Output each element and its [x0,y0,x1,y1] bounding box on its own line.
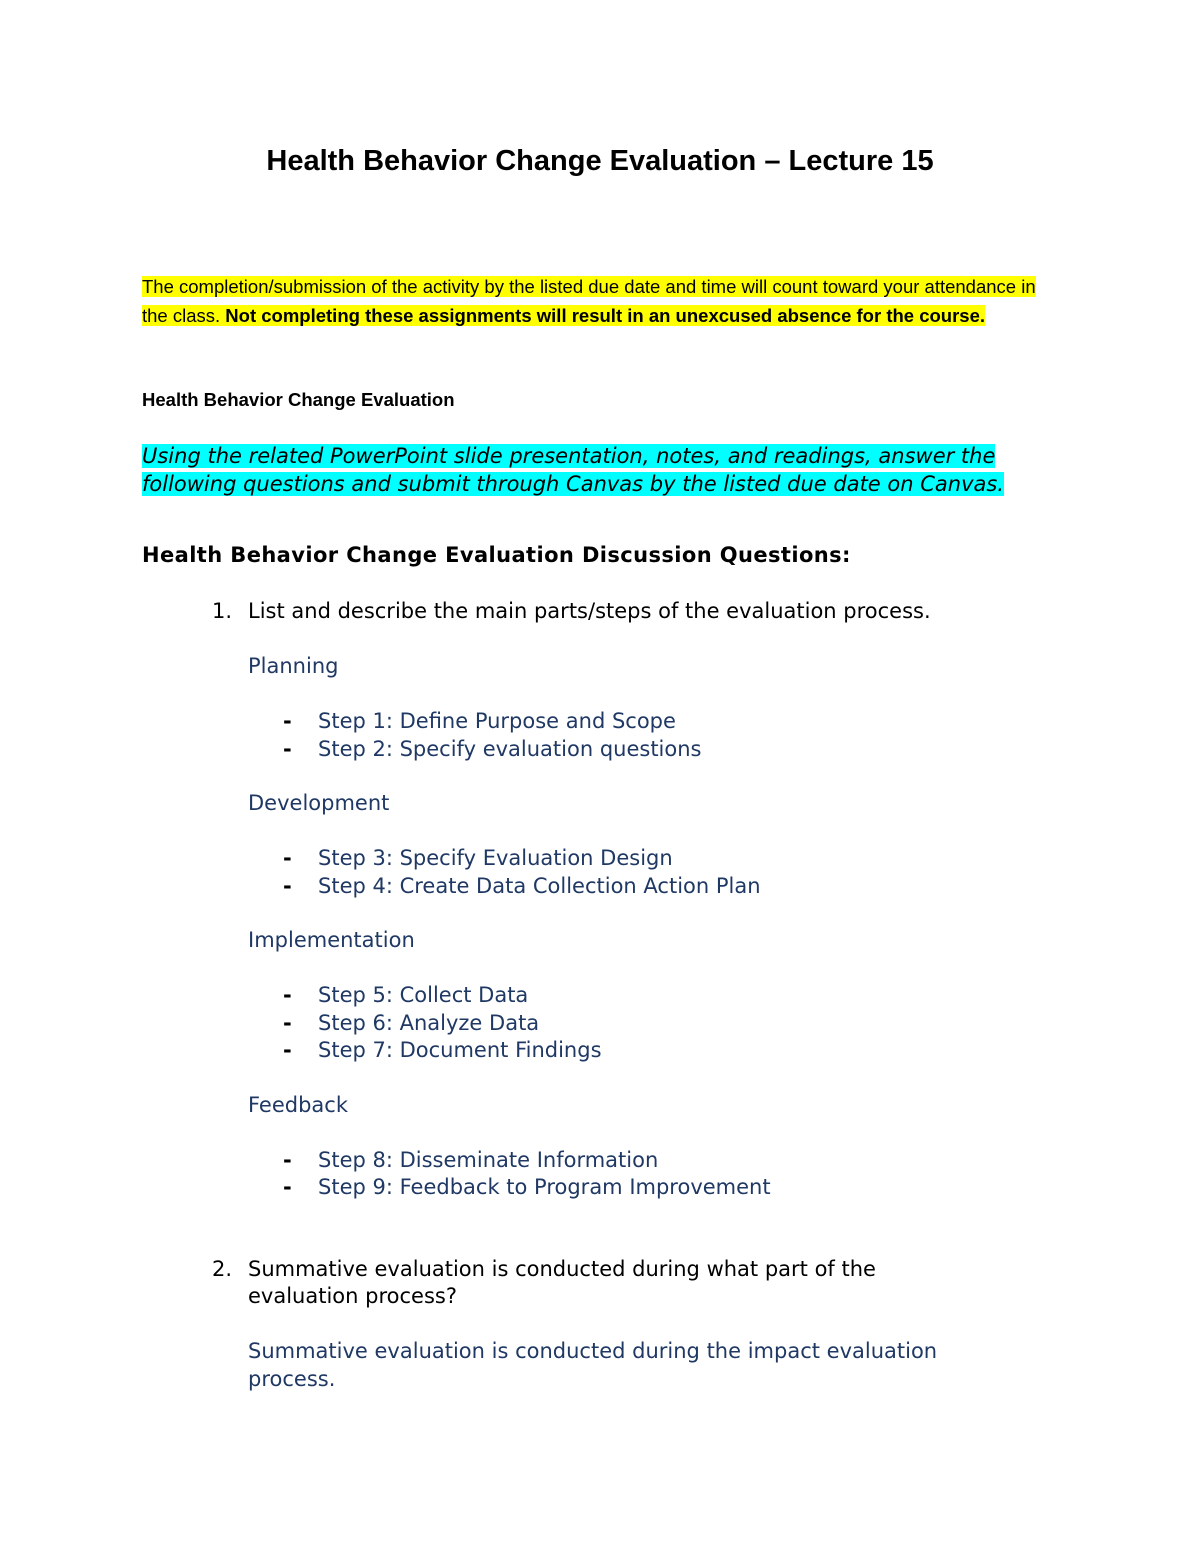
notice-warning: Not completing these assignments will result in an unexcused absence for the course. [225,304,986,326]
question-number: 1. [212,599,233,623]
bullet-dash: - [283,983,292,1007]
instructions [142,443,1062,498]
bullet-dash: - [283,1038,292,1062]
instructions-text: Using the related PowerPoint slide presentation, notes, and readings, answer the following questions and submit through Canvas by the listed due date on Canvas. [142,444,1004,496]
bullet-dash: - [283,709,292,733]
notice-text: The completion/submission of the activity by the listed due date and time will count toward your attendance in the class. [142,276,1036,326]
step-text: Step 8: Disseminate Information [318,1148,659,1172]
document-title: Health Behavior Change Evaluation – Lecture 15 [266,145,934,177]
step-text: Step 1: Define Purpose and Scope [318,709,676,733]
phase-feedback: Feedback [248,1093,349,1117]
question-text-line-2: evaluation process? [248,1284,457,1308]
step-text: Step 6: Analyze Data [318,1011,540,1035]
step-text: Step 4: Create Data Collection Action Plan [318,874,761,898]
phase-development: Development [248,791,390,815]
question-text: List and describe the main parts/steps of the evaluation process. [248,599,931,623]
question-text-line-1: Summative evaluation is conducted during what part of the [248,1257,876,1281]
answer-2-line-2: process. [248,1367,336,1391]
question-number: 2. [212,1257,233,1281]
step-text: Step 2: Specify evaluation questions [318,737,702,761]
bullet-dash: - [283,1175,292,1199]
attendance-notice [142,273,1042,330]
phase-implementation: Implementation [248,928,415,952]
phase-planning: Planning [248,654,339,678]
bullet-dash: - [283,737,292,761]
step-text: Step 9: Feedback to Program Improvement [318,1175,771,1199]
bullet-dash: - [283,1148,292,1172]
answer-2-line-1: Summative evaluation is conducted during the impact evaluation [248,1339,938,1363]
step-text: Step 7: Document Findings [318,1038,602,1062]
section-subheading: Health Behavior Change Evaluation [142,389,455,410]
bullet-dash: - [283,874,292,898]
discussion-questions-heading: Health Behavior Change Evaluation Discussion Questions: [142,543,851,567]
step-text: Step 5: Collect Data [318,983,529,1007]
bullet-dash: - [283,1011,292,1035]
bullet-dash: - [283,846,292,870]
step-text: Step 3: Specify Evaluation Design [318,846,673,870]
